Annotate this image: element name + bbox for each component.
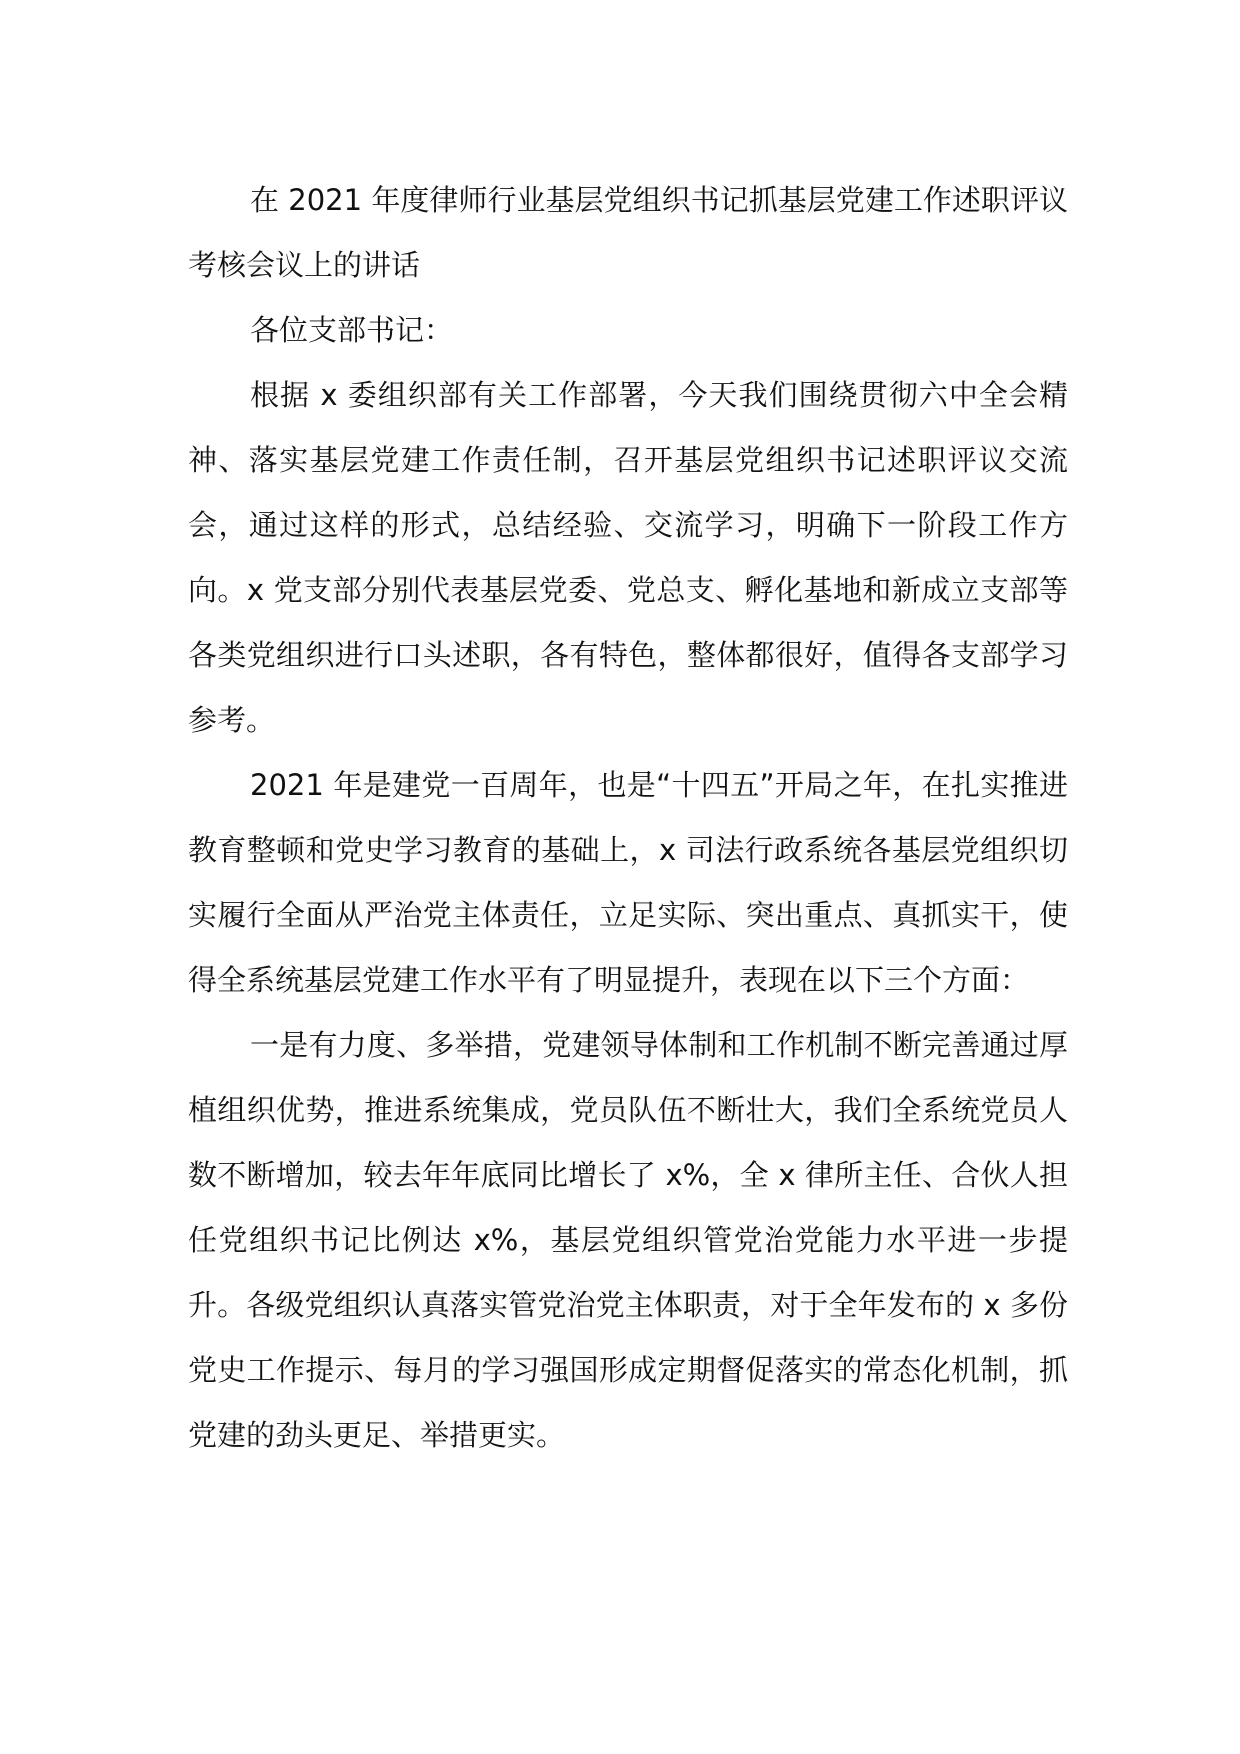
document-body [188, 168, 1068, 1468]
paragraph-point-one: 一是有力度、多举措，党建领导体制和工作机制不断完善通过厚植组织优势，推进系统集成，党员队伍不断壮大，我们全系统党员人数不断增加，较去年年底同比增长了 x%，全 x 律所主任、合伙人担任党组织书记比例达 x%，基层党组织管党治党能力水平进一步提升。各级党组织认真落实管党治党主体职责，对于全年发布的 x 多份党史工作提示、每月的学习强国形成定期督促落实的常态化机制，抓党建的劲头更足、举措更实。 [188, 1028, 1068, 1452]
paragraph-2021-overview: 2021 年是建党一百周年，也是“十四五”开局之年，在扎实推进教育整顿和党史学习教育的基础上，x 司法行政系统各基层党组织切实履行全面从严治党主体责任，立足实际、突出重点、真抓实干，使得全系统基层党建工作水平有了明显提升，表现在以下三个方面： [188, 768, 1068, 997]
salutation: 各位支部书记： [250, 313, 454, 347]
speech-title: 在 2021 年度律师行业基层党组织书记抓基层党建工作述职评议考核会议上的讲话 [188, 183, 1068, 282]
paragraph-intro: 根据 x 委组织部有关工作部署，今天我们围绕贯彻六中全会精神、落实基层党建工作责任制，召开基层党组织书记述职评议交流会，通过这样的形式，总结经验、交流学习，明确下一阶段工作方向。x 党支部分别代表基层党委、党总支、孵化基地和新成立支部等各类党组织进行口头述职，各有特色，整体都很好，值得各支部学习参考。 [188, 378, 1068, 737]
